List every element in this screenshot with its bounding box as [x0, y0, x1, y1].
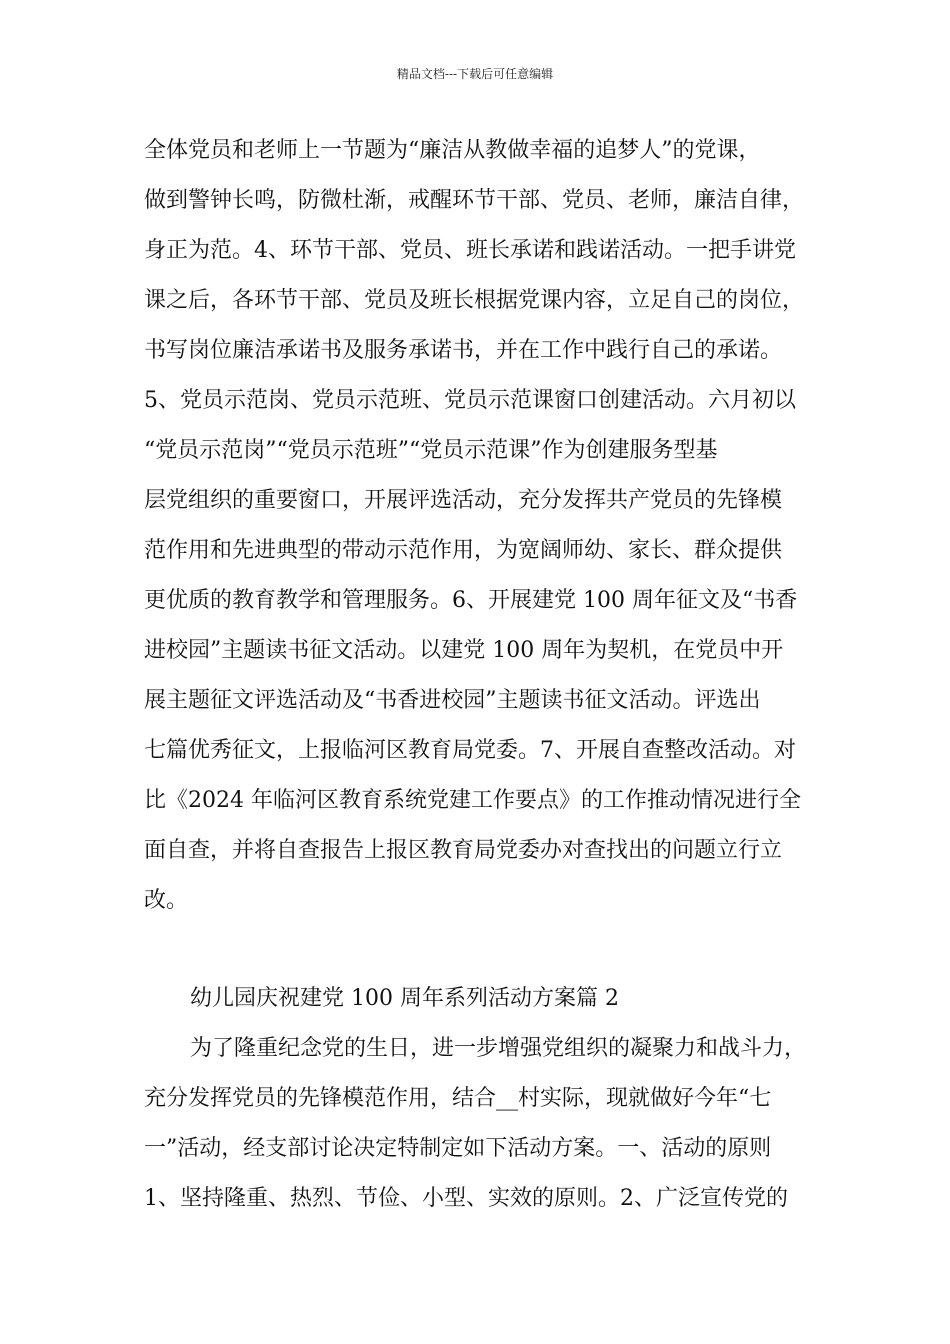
text-line: 为了隆重纪念党的生日，进一步增强党组织的凝聚力和战斗力， [190, 1036, 807, 1061]
text-line: 层党组织的重要窗口，开展评选活动，充分发挥共产党员的先锋模 [144, 488, 783, 513]
text-line: 全体党员和老师上一节题为“廉洁从教做幸福的追梦人”的党课， [144, 138, 761, 163]
text-line: 七篇优秀征文，上报临河区教育局党委。7、开展自查整改活动。对 [144, 738, 796, 763]
text-line: 更优质的教育教学和管理服务。6、开展建党 100 周年征文及“书香 [144, 588, 798, 613]
section2-paragraph [144, 1024, 824, 1224]
text-line: 面自查，并将自查报告上报区教育局党委办对查找出的问题立行立 [144, 838, 783, 863]
section-heading: 幼儿园庆祝建党 100 周年系列活动方案篇 2 [190, 986, 619, 1011]
text-line: 身正为范。4、环节干部、党员、班长承诺和践诺活动。一把手讲党 [144, 238, 796, 263]
text-line: 进校园”主题读书征文活动。以建党 100 周年为契机，在党员中开 [144, 638, 784, 663]
text-line: “党员示范岗”“党员示范班”“党员示范课”作为创建服务型基 [144, 438, 718, 463]
text-line: 改。 [144, 888, 189, 913]
running-header: 精品文档---下载后可任意编辑 [396, 67, 554, 81]
text-line: 范作用和先进典型的带动示范作用，为宽阔师幼、家长、群众提供 [144, 538, 783, 563]
text-line: 做到警钟长鸣，防微杜渐，戒醒环节干部、党员、老师，廉洁自律， [144, 188, 805, 213]
text-line: 5、党员示范岗、党员示范班、党员示范课窗口创建活动。六月初以 [144, 388, 796, 413]
section1-paragraph [144, 126, 824, 926]
text-line: 充分发挥党员的先锋模范作用，结合__村实际，现就做好今年“七 [144, 1086, 772, 1111]
text-line: 比《2024 年临河区教育系统党建工作要点》的工作推动情况进行全 [144, 788, 801, 813]
text-line: 1、坚持隆重、热烈、节俭、小型、实效的原则。2、广泛宣传党的 [144, 1186, 788, 1211]
text-line: 书写岗位廉洁承诺书及服务承诺书，并在工作中践行自己的承诺。 [144, 338, 783, 363]
text-line: 一”活动，经支部讨论决定特制定如下活动方案。一、活动的原则 [144, 1136, 772, 1161]
text-line: 课之后，各环节干部、党员及班长根据党课内容，立足自己的岗位， [144, 288, 805, 313]
text-line: 展主题征文评选活动及“书香进校园”主题读书征文活动。评选出 [144, 688, 761, 713]
